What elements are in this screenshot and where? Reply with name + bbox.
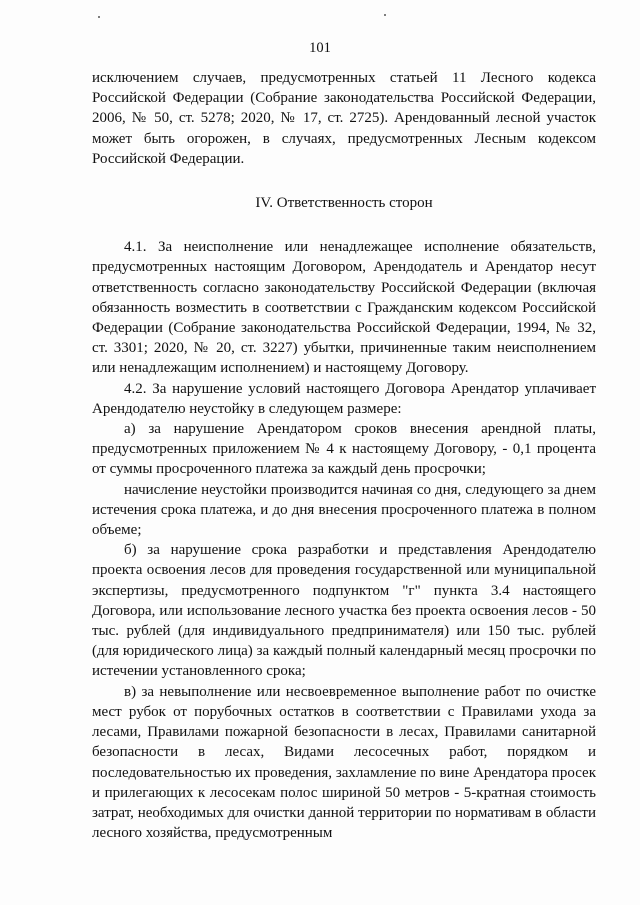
scan-speck: [384, 14, 386, 16]
paragraph-item-v: в) за невыполнение или несвоевременное выполнение работ по очистке мест рубок от порубочных остатков в соответствии с Правилами ухода за лесами, Правилами пожарной безопасности в лесах, Правилами санитарной безопасности в лесах, Видами лесосечных работ, порядком и последовательностью их проведения, захламление по вине Арендатора просек и прилегающих к лесосекам полос шириной 50 метров - 5-кратная стоимость затрат, необходимых для очистки данной территории по нормативам в области лесного хозяйства, предусмотренным: [92, 683, 596, 842]
page-number: 101: [309, 40, 331, 56]
paragraph-item-b: б) за нарушение срока разработки и представления Арендодателю проекта освоения лесов для проведения государственной или муниципальной экспертизы, предусмотренного подпунктом "г" пункта 3.4 настоящего Договора, или использование лесного участка без проекта освоения лесов - 50 тыс. рублей (для индивидуального предпринимателя) или 150 тыс. рублей (для юридического лица) за каждый полный календарный месяц просрочки по истечении установленного срока;: [92, 542, 596, 680]
scan-speck: [98, 16, 100, 18]
paragraph-item-a: а) за нарушение Арендатором сроков внесения арендной платы, предусмотренных приложением № 4 к настоящему Договору, - 0,1 процента от суммы просроченного платежа за каждый день просрочки;: [92, 421, 596, 478]
section-heading: IV. Ответственность сторон: [255, 195, 433, 212]
document-body: [92, 68, 596, 843]
paragraph-4-1: 4.1. За неисполнение или ненадлежащее исполнение обязательств, предусмотренных настоящим Договором, Арендодатель и Арендатор несут ответственность согласно законодательству Российской Федерации (включая обязанность возместить в соответствии с Гражданским кодексом Российской Федерации (Собрание законодательства Российской Федерации, 1994, № 32, ст. 3301; 2020, № 20, ст. 3227) убытки, причиненные таким неисполнением или ненадлежащим исполнением) и настоящему Договору.: [92, 239, 596, 377]
paragraph-4-2: 4.2. За нарушение условий настоящего Договора Арендатор уплачивает Арендодателю неустойку в следующем размере:: [92, 380, 596, 417]
paragraph-penalty-accrual: начисление неустойки производится начиная со дня, следующего за днем истечения срока платежа, и до дня внесения просроченного платежа в полном объеме;: [92, 481, 596, 539]
paragraph-continuation: исключением случаев, предусмотренных статьей 11 Лесного кодекса Российской Федерации (Собрание законодательства Российской Федерации, 2006, № 50, ст. 5278; 2020, № 17, ст. 2725). Арендованный лесной участок может быть огорожен, в случаях, предусмотренных Лесным кодексом Российской Федерации.: [92, 70, 596, 167]
